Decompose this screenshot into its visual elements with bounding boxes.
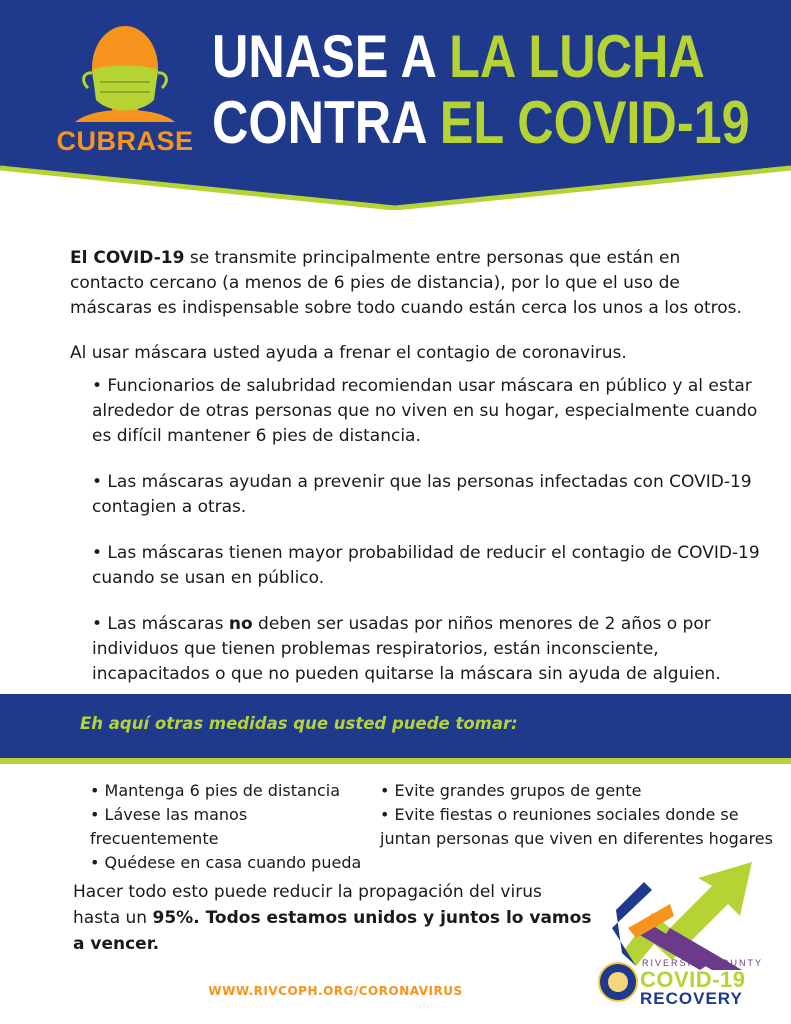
intro-text: se transmite principalmente entre personas que están en contacto cercano (a menos de 6 pies de distancia), por lo que el uso de máscaras es indispensable sobre todo cuando están cerca los unos a los otros.	[70, 248, 742, 318]
measures-heading: Eh aquí otras medidas que usted puede tomar:	[80, 714, 518, 733]
lead-sentence: Al usar máscara usted ayuda a frenar el contagio de coronavirus.	[70, 343, 627, 363]
closing-bold-slogan: Todos estamos unidos y juntos lo vamos a vencer.	[73, 908, 592, 954]
measures-band	[0, 694, 791, 764]
closing-paragraph	[73, 879, 593, 957]
mask-bullets	[92, 374, 762, 708]
measure-item: • Evite fiestas o reuniones sociales donde se	[380, 805, 739, 824]
cubrase-badge: CUBRASE	[52, 122, 198, 160]
title-line1-green: LA LUCHA	[449, 23, 705, 90]
intro-bold: El COVID-19	[70, 248, 185, 268]
measure-item: • Lávese las manos frecuentemente	[90, 805, 248, 848]
closing-bold-percent: 95%.	[152, 908, 200, 928]
closing-pre: Hacer todo esto puede reducir la propagación del virus hasta un	[73, 882, 542, 928]
logo-county: RIVERSIDE COUNTY	[642, 958, 764, 968]
title-line2-white: CONTRA	[212, 89, 440, 156]
title-line1-white: UNASE A	[212, 23, 450, 90]
logo-covid: COVID-19	[640, 967, 746, 992]
measure-item: juntan personas que viven en diferentes hogares	[380, 829, 773, 848]
bullet-2: • Las máscaras ayudan a prevenir que las personas infectadas con COVID-19 contagien a otras.	[92, 472, 752, 517]
bullet-1: • Funcionarios de salubridad recomiendan usar máscara en público y al estar alrededor de otras personas que no viven en su hogar, especialmente cuando es difícil mantener 6 pies de distancia.	[92, 376, 758, 446]
logo-recovery: RECOVERY	[640, 989, 743, 1008]
bullet-3: • Las máscaras tienen mayor probabilidad de reducir el contagio de COVID-19 cuando se usan en público.	[92, 543, 760, 588]
bullet-4	[92, 612, 762, 687]
measures-right-column	[380, 779, 780, 851]
county-seal-icon	[598, 962, 638, 1002]
title-line-1	[212, 23, 705, 90]
measure-item: • Mantenga 6 pies de distancia	[90, 781, 340, 800]
title-line-2	[212, 89, 750, 156]
footer-url-link[interactable]: WWW.RIVCOPH.ORG/CORONAVIRUS	[208, 984, 463, 998]
header-banner	[0, 0, 791, 210]
measure-item: • Evite grandes grupos de gente	[380, 781, 642, 800]
intro-paragraph	[70, 246, 750, 321]
bullet-4-pre: • Las máscaras	[92, 614, 229, 634]
measures-left-column	[90, 779, 380, 875]
page-title	[212, 23, 750, 156]
bullet-4-post: deben ser usadas por niños menores de 2 años o por individuos que tienen problemas respiratorios, están inconsciente, incapacitados o que no pueden quitarse la máscara sin ayuda de alguien.	[92, 614, 721, 684]
title-line2-green: EL COVID-19	[439, 89, 750, 156]
bullet-4-bold: no	[228, 614, 253, 634]
measure-item: • Quédese en casa cuando pueda	[90, 853, 362, 872]
